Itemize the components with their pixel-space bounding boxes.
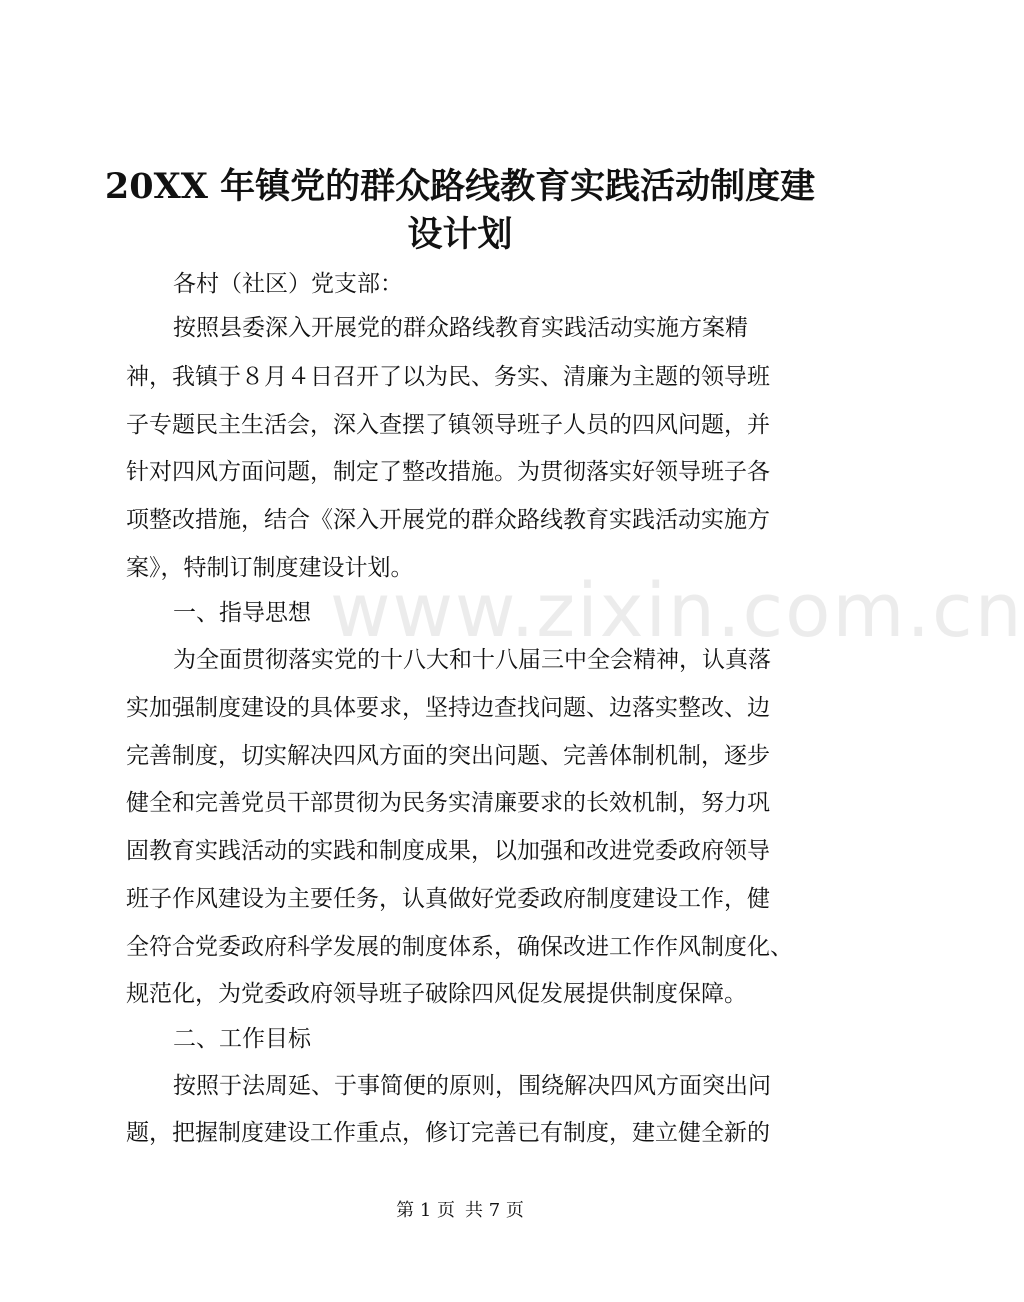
paragraph-line: 按照县委深入开展党的群众路线教育实践活动实施方案精 <box>173 315 748 341</box>
paragraph-line: 规范化，为党委政府领导班子破除四风促发展提供制度保障。 <box>126 981 747 1007</box>
paragraph-line: 案》，特制订制度建设计划。 <box>126 555 414 581</box>
paragraph-line: 班子作风建设为主要任务，认真做好党委政府制度建设工作，健 <box>126 886 770 912</box>
paragraph-line: 健全和完善党员干部贯彻为民务实清廉要求的长效机制，努力巩 <box>126 790 770 816</box>
paragraph-line: 完善制度，切实解决四风方面的突出问题、完善体制机制，逐步 <box>126 743 770 769</box>
paragraph-line: 实加强制度建设的具体要求，坚持边查找问题、边落实整改、边 <box>126 695 770 721</box>
paragraph-line: 针对四风方面问题，制定了整改措施。为贯彻落实好领导班子各 <box>126 459 770 485</box>
page-number: 第 1 页 <box>396 1200 455 1221</box>
paragraph-line: 固教育实践活动的实践和制度成果，以加强和改进党委政府领导 <box>126 838 770 864</box>
section-heading: 二、工作目标 <box>173 1026 311 1052</box>
paragraph-line: 按照于法周延、于事简便的原则，围绕解决四风方面突出问 <box>173 1073 771 1099</box>
page-total: 共 7 页 <box>465 1200 524 1221</box>
paragraph-line: 神，我镇于８月４日召开了以为民、务实、清廉为主题的领导班 <box>126 364 770 390</box>
page-footer <box>0 1199 920 1223</box>
paragraph-line: 题，把握制度建设工作重点，修订完善已有制度，建立健全新的 <box>126 1120 770 1146</box>
section-heading: 一、指导思想 <box>173 600 311 626</box>
document-title-line-1: 20XX 年镇党的群众路线教育实践活动制度建 <box>104 166 816 207</box>
paragraph-line: 为全面贯彻落实党的十八大和十八届三中全会精神，认真落 <box>173 647 771 673</box>
paragraph-line: 项整改措施，结合《深入开展党的群众路线教育实践活动实施方 <box>126 507 770 533</box>
document-title-line-2: 设计划 <box>407 214 513 255</box>
salutation: 各村（社区）党支部： <box>173 271 403 297</box>
paragraph-line: 全符合党委政府科学发展的制度体系，确保改进工作作风制度化、 <box>126 934 793 960</box>
watermark: www.zixin.com.cn <box>330 568 1024 654</box>
paragraph-line: 子专题民主生活会，深入查摆了镇领导班子人员的四风问题，并 <box>126 412 770 438</box>
